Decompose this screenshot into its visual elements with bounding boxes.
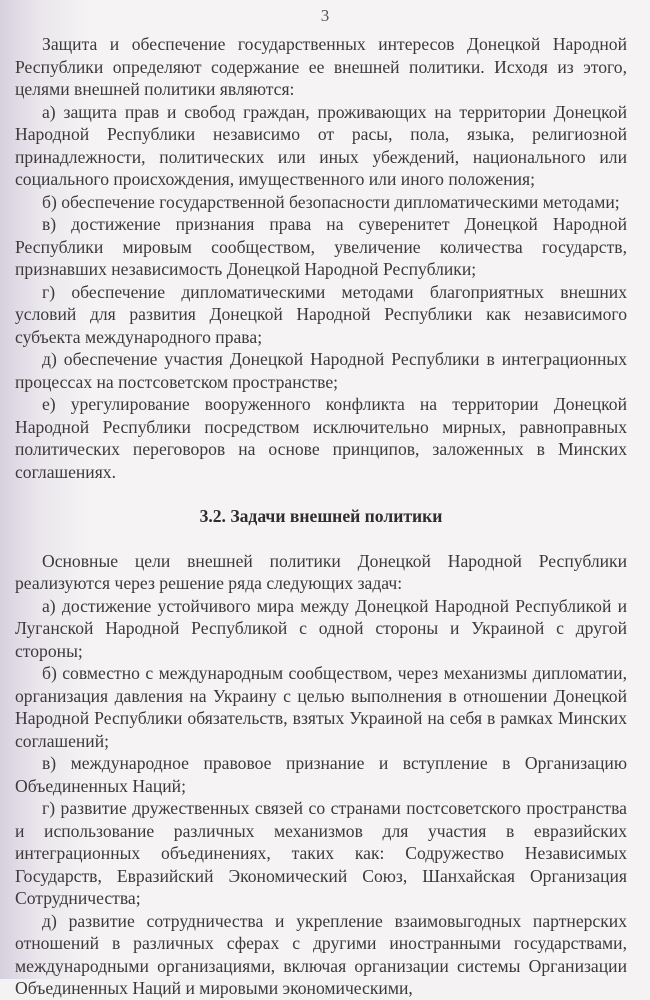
goal-item-d: д) обеспечение участия Донецкой Народной Республики в интеграционных процессах на постсоветском пространстве; bbox=[15, 349, 627, 392]
section-heading: 3.2. Задачи внешней политики bbox=[199, 506, 443, 526]
section1-intro: Защита и обеспечение государственных интересов Донецкой Народной Республики определяют содержание ее внешней политики. Исходя из этого, целями внешней политики являются: bbox=[15, 34, 627, 99]
task-item-d: д) развитие сотрудничества и укрепление взаимовыгодных партнерских отношений в различных сферах с другими иностранными государствами, международными организациями, включая организации системы Организации Объединенных Наций и мировыми экономическими, bbox=[15, 910, 627, 998]
goal-item-a: а) защита прав и свобод граждан, проживающих на территории Донецкой Народной Республики независимо от расы, пола, языка, религиозной принадлежности, политических или иных убеждений, национального или социального происхождения, имущественного или иного положения; bbox=[15, 101, 627, 189]
task-item-b: б) совместно с международным сообществом, через механизмы дипломатии, организация давления на Украину с целью выполнения в отношении Донецкой Народной Республики обязательств, взятых Украиной на себя в рамках Минских соглашений; bbox=[15, 663, 627, 751]
goal-item-g: г) обеспечение дипломатическими методами благоприятных внешних условий для развития Донецкой Народной Республики как независимого субъекта международного права; bbox=[15, 281, 627, 347]
section2-intro: Основные цели внешней политики Донецкой Народной Республики реализуются через решение ряда следующих задач: bbox=[15, 550, 627, 593]
task-item-v: в) международное правовое признание и вступление в Организацию Объединенных Наций; bbox=[15, 753, 627, 796]
goal-item-e: е) урегулирование вооруженного конфликта на территории Донецкой Народной Республики посредством исключительно мирных, равноправных политических переговоров на основе принципов, заложенных в Минских соглашениях. bbox=[15, 394, 627, 482]
document-body bbox=[15, 33, 627, 1000]
task-item-a: а) достижение устойчивого мира между Донецкой Народной Республикой и Луганской Народной Республикой с одной стороны и Украиной с другой стороны; bbox=[15, 595, 627, 661]
task-item-g: г) развитие дружественных связей со странами постсоветского пространства и использование различных механизмов для участия в евразийских интеграционных объединениях, таких как: Содружество Независимых Государств, Евразийский Экономический Союз, Шанхайская Организация Сотрудничества; bbox=[15, 798, 627, 908]
goal-item-b: б) обеспечение государственной безопасности дипломатическими методами; bbox=[42, 191, 620, 212]
page-number: 3 bbox=[320, 6, 330, 25]
goal-item-v: в) достижение признания права на суверенитет Донецкой Народной Республики мировым сообществом, увеличение количества государств, признавших независимость Донецкой Народной Республики; bbox=[15, 214, 627, 279]
